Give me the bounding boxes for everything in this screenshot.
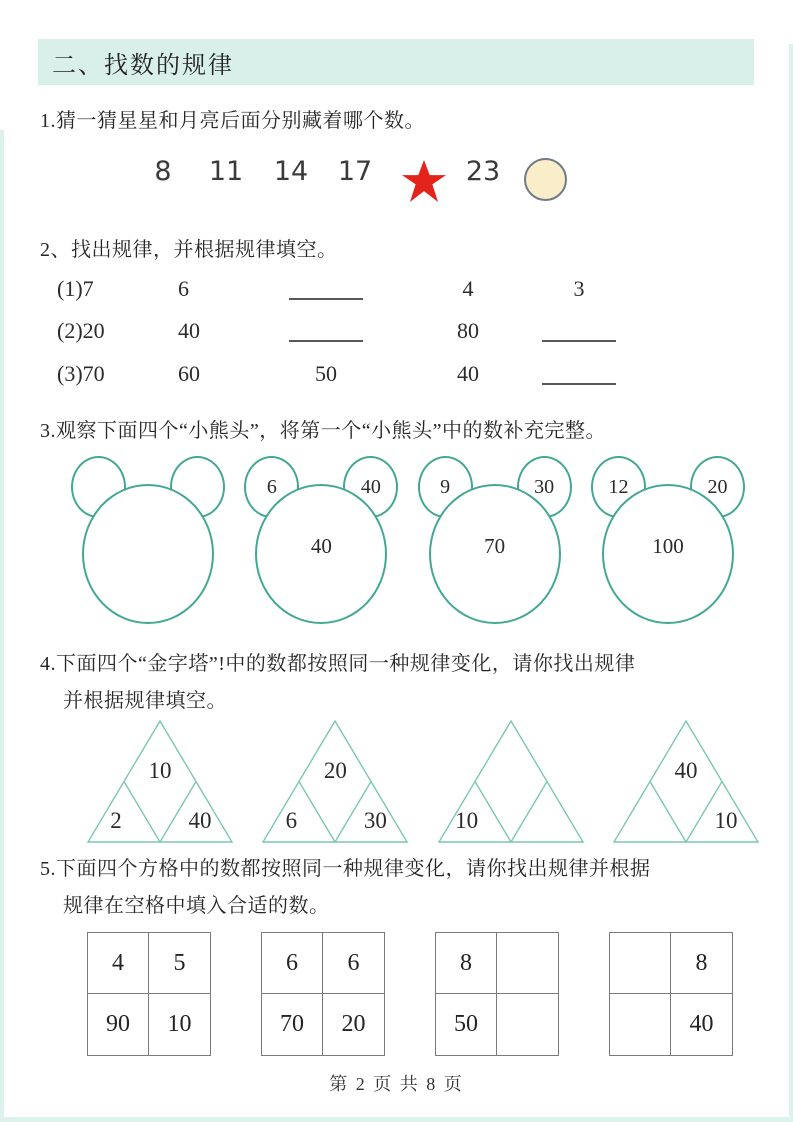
pyramid-left-value: 2 xyxy=(110,808,122,833)
q1-number: 17 xyxy=(337,156,373,187)
q2-blank xyxy=(288,318,364,348)
q3-prompt: 3.观察下面四个“小熊头”，将第一个“小熊头”中的数补充完整。 xyxy=(40,420,607,442)
q4-prompt-line1: 4.下面四个“金字塔”!中的数都按照同一种规律变化，请你找出规律 xyxy=(40,653,636,675)
number-grid-4 xyxy=(609,932,733,1056)
q2-row-3 xyxy=(0,361,793,393)
grid-cell: 6 xyxy=(323,933,384,994)
q2-row-label-and-value xyxy=(57,276,94,302)
grid-cell: 8 xyxy=(671,933,732,994)
q2-value: 50 xyxy=(315,361,337,386)
pyramid-right-value: 30 xyxy=(363,808,387,833)
grid-cell: 6 xyxy=(262,933,323,994)
q2-row-label: (1) xyxy=(57,276,83,301)
face-value: 100 xyxy=(652,533,684,558)
grid-cell: 10 xyxy=(167,1011,192,1037)
number-grid-3 xyxy=(435,932,559,1056)
pyramid-top-value: 20 xyxy=(323,758,347,783)
grid-cell: 90 xyxy=(88,994,149,1055)
page-edge-tint-bottom xyxy=(0,1117,793,1122)
grid-cell: 4 xyxy=(88,933,149,994)
q2-value: 60 xyxy=(178,361,200,386)
q2-value: 4 xyxy=(462,276,474,301)
bear-head-4 xyxy=(590,456,746,626)
fill-in-blank-line xyxy=(542,318,616,342)
q2-row-label-and-value xyxy=(57,361,105,387)
ear-value: 30 xyxy=(534,475,555,498)
pyramid-left-value: 10 xyxy=(455,808,479,833)
q2-blank xyxy=(288,276,364,306)
pyramid-4 xyxy=(610,718,762,846)
moon-icon xyxy=(524,158,567,201)
bear-face xyxy=(602,484,734,624)
ear-value: 9 xyxy=(440,475,451,498)
number-grid-2 xyxy=(261,932,385,1056)
q1-prompt: 1.猜一猜星星和月亮后面分别藏着哪个数。 xyxy=(40,110,425,132)
fill-in-blank-line xyxy=(289,276,363,300)
bear-heads-row xyxy=(70,456,746,628)
q2-value: 20 xyxy=(82,318,105,343)
q2-row-2 xyxy=(0,318,793,350)
face-value: 40 xyxy=(310,533,332,558)
q4-prompt-line2: 并根据规律填空。 xyxy=(63,690,227,712)
pyramids-row xyxy=(84,718,762,848)
grid-cell: 5 xyxy=(149,933,210,994)
q2-value: 80 xyxy=(457,318,479,343)
bear-head-3 xyxy=(417,456,573,626)
q2-row-label: (2) xyxy=(57,318,83,343)
q2-value: 6 xyxy=(178,276,189,301)
grid-cell xyxy=(497,933,558,994)
q2-blank xyxy=(540,361,618,391)
fill-in-blank-line xyxy=(542,361,616,385)
ear-value: 12 xyxy=(608,475,629,498)
q1-number: 14 xyxy=(273,156,309,187)
q2-row-label: (3) xyxy=(57,361,83,386)
q2-row-label-and-value xyxy=(57,318,105,344)
ear-value: 20 xyxy=(707,475,728,498)
grid-cell xyxy=(497,994,558,1055)
q2-prompt: 2、找出规律，并根据规律填空。 xyxy=(40,239,338,261)
q5-prompt-line1: 5.下面四个方格中的数都按照同一种规律变化，请你找出规律并根据 xyxy=(40,858,651,880)
pyramid-left-value: 6 xyxy=(285,808,298,833)
number-grid-1 xyxy=(87,932,211,1056)
q2-value: 7 xyxy=(82,276,94,301)
bear-face xyxy=(82,484,214,624)
pyramid-top-value: 40 xyxy=(674,758,698,783)
q2-value: 40 xyxy=(457,361,479,386)
bear-head-2 xyxy=(243,456,399,626)
q2-value: 3 xyxy=(573,276,585,301)
page-edge-tint-right xyxy=(789,44,793,1122)
page-footer: 第 2 页 共 8 页 xyxy=(329,1074,464,1094)
grid-cell xyxy=(610,994,671,1055)
number-grids-row xyxy=(87,932,733,1056)
q2-blank xyxy=(540,318,618,348)
grid-cell: 70 xyxy=(262,994,323,1055)
ear-value: 6 xyxy=(266,475,277,498)
section-title: 二、找数的规律 xyxy=(52,52,234,79)
grid-cell: 40 xyxy=(689,1011,714,1037)
grid-cell: 8 xyxy=(436,933,497,994)
pyramid-1 xyxy=(84,718,236,846)
grid-cell: 50 xyxy=(436,994,497,1055)
bear-face xyxy=(429,484,561,624)
ear-value: 40 xyxy=(360,475,381,498)
q1-number: 23 xyxy=(465,156,501,187)
face-value: 70 xyxy=(484,533,506,558)
pyramid-top-value: 10 xyxy=(148,758,172,783)
bear-head-1 xyxy=(70,456,226,626)
pyramid-right-value: 10 xyxy=(714,808,738,833)
grid-cell: 20 xyxy=(341,1011,366,1037)
fill-in-blank-line xyxy=(289,318,363,342)
pyramid-right-value: 40 xyxy=(188,808,212,833)
grid-cell xyxy=(610,933,671,994)
pyramid-2 xyxy=(259,718,411,846)
q1-number: 11 xyxy=(208,156,244,187)
section-header xyxy=(38,39,754,85)
q1-number: 8 xyxy=(154,156,172,187)
q2-row-1 xyxy=(0,276,793,308)
pyramid-3 xyxy=(435,718,587,846)
q2-value: 40 xyxy=(178,318,200,343)
bear-face xyxy=(255,484,387,624)
q2-value: 70 xyxy=(82,361,105,386)
q1-number-sequence xyxy=(0,148,793,204)
star-icon xyxy=(402,160,446,202)
q5-prompt-line2: 规律在空格中填入合适的数。 xyxy=(63,895,330,917)
